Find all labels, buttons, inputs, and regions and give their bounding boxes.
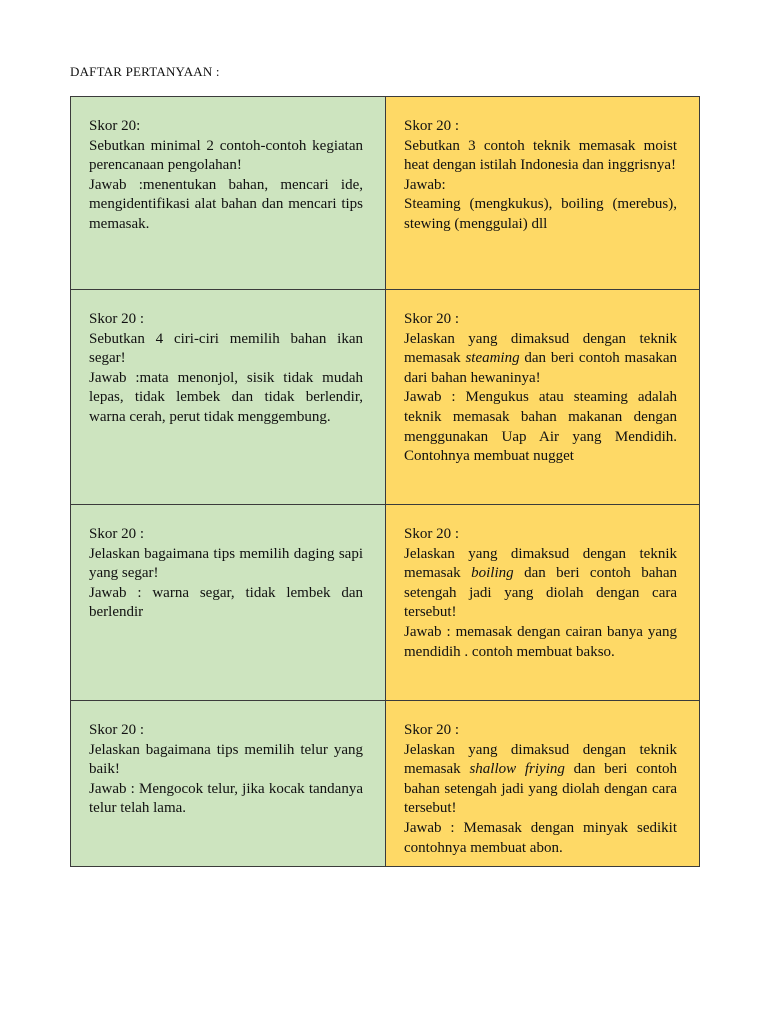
technique-term: steaming [465, 350, 520, 367]
table-row [71, 97, 700, 290]
technique-term: shallow friying [469, 761, 565, 778]
question-cell [71, 505, 386, 701]
answer-text: Jawab : warna segar, tidak lembek dan berlendir [89, 584, 363, 621]
question-table [70, 96, 700, 867]
question-cell [71, 701, 386, 867]
answer-text: Jawab :menentukan bahan, mencari ide, mengidentifikasi alat bahan dan mencari tips memasak. [89, 176, 363, 232]
question-text-start: Jelaskan yang dimaksud dengan teknik memasak [404, 741, 677, 778]
question-cell [386, 97, 700, 290]
question-cell [386, 701, 700, 867]
question-text-end: dan beri contoh masakan dari bahan hewaninya! [404, 350, 678, 386]
question-text [404, 330, 677, 389]
question-text [404, 545, 677, 623]
score-label: Skor 20 : [404, 118, 460, 134]
question-cell [71, 97, 386, 290]
question-text-start: Jelaskan yang dimaksud dengan teknik memasak [404, 545, 677, 582]
question-text-start: Jelaskan yang dimaksud dengan teknik memasak [404, 330, 677, 367]
score-label: Skor 20 : [89, 722, 145, 738]
question-cell [71, 290, 386, 505]
question-text-end: dan beri contoh bahan setengah jadi yang diolah dengan cara tersebut! [404, 761, 678, 817]
answer-text: Jawab : Memasak dengan minyak sedikit contohnya membuat abon. [404, 819, 677, 856]
table-row [71, 290, 700, 505]
page-title: DAFTAR PERTANYAAN : [70, 64, 220, 79]
answer-text: Jawab : Mengocok telur, jika kocak tandanya telur telah lama. [89, 780, 363, 817]
question-text: Jelaskan bagaimana tips memilih telur yang baik! [89, 741, 363, 778]
technique-term: boiling [471, 565, 514, 582]
table-row [71, 505, 700, 701]
question-text: Jelaskan bagaimana tips memilih daging sapi yang segar! [89, 545, 363, 582]
answer-text: Jawab :mata menonjol, sisik tidak mudah lepas, tidak lembek dan tidak berlendir, warna cerah, perut tidak menggembung. [89, 369, 363, 425]
question-text-end: dan beri contoh bahan setengah jadi yang diolah dengan cara tersebut! [404, 565, 678, 621]
table-row [71, 701, 700, 867]
score-label: Skor 20 : [404, 311, 460, 327]
question-cell [386, 290, 700, 505]
score-label: Skor 20 : [404, 722, 460, 738]
question-text: Sebutkan 4 ciri-ciri memilih bahan ikan segar! [89, 330, 363, 367]
question-text: Sebutkan minimal 2 contoh-contoh kegiatan perencanaan pengolahan! [89, 137, 363, 174]
question-cell [386, 505, 700, 701]
answer-text: Jawab : memasak dengan cairan banya yang mendidih . contoh membuat bakso. [404, 623, 677, 660]
answer-label: Jawab: [404, 176, 446, 193]
score-label: Skor 20 : [404, 526, 460, 542]
question-text [404, 741, 677, 819]
answer-text: Jawab : Mengukus atau steaming adalah teknik memasak bahan makanan dengan menggunakan Uap Air yang Mendidih. Contohnya membuat nugget [404, 389, 677, 465]
answer-text: Steaming (mengkukus), boiling (merebus), stewing (menggulai) dll [404, 196, 677, 232]
score-label: Skor 20: [89, 118, 141, 134]
question-text: Sebutkan 3 contoh teknik memasak moist heat dengan istilah Indonesia dan inggrisnya! [404, 137, 677, 174]
score-label: Skor 20 : [89, 526, 145, 542]
score-label: Skor 20 : [89, 311, 145, 327]
